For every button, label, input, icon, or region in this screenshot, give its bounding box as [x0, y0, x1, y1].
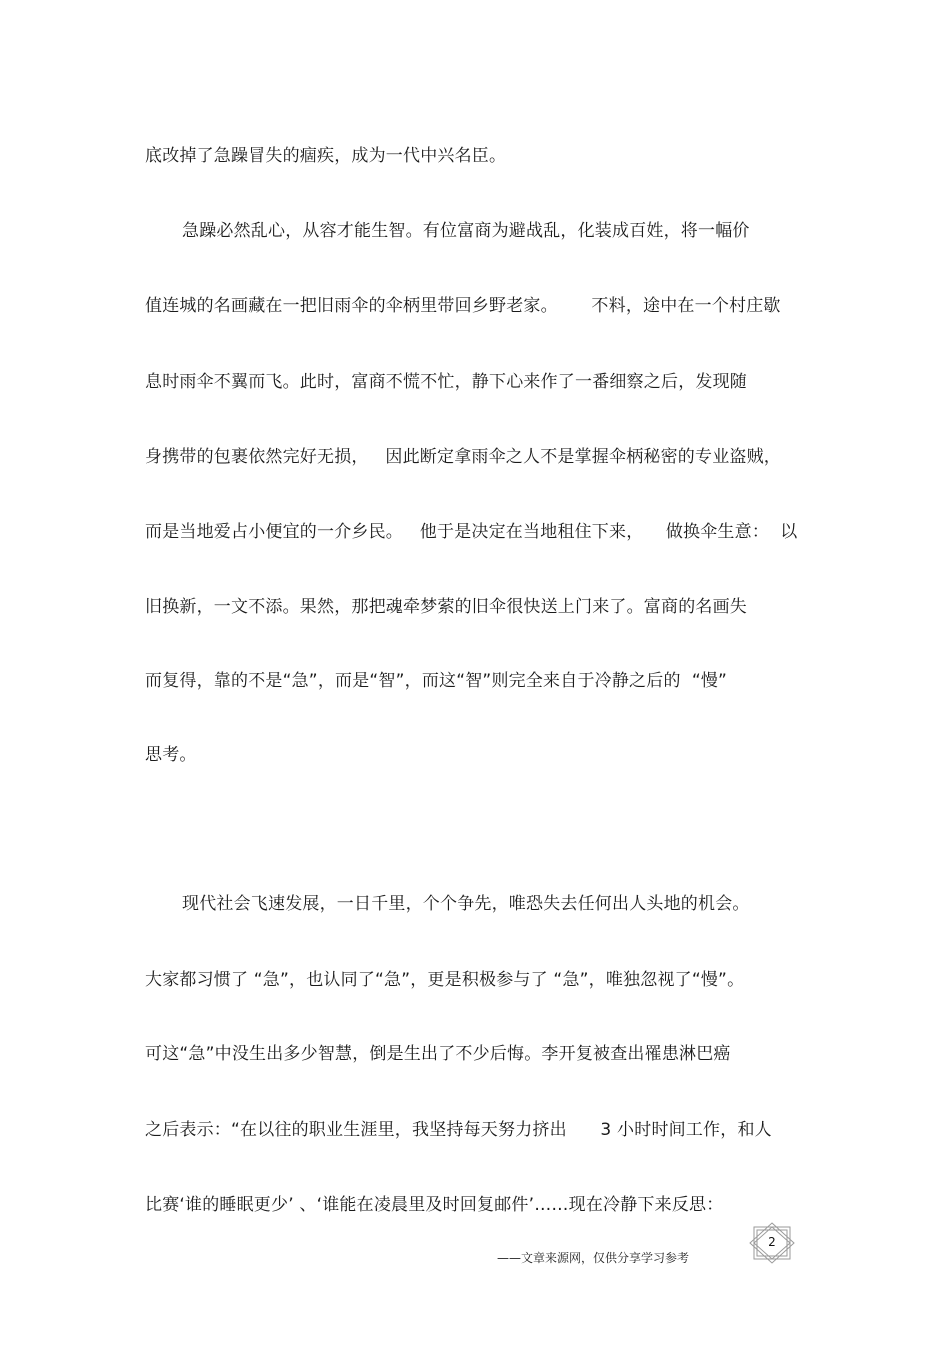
text-line: 值连城的名画藏在一把旧雨伞的伞柄里带回乡野老家。 不料，途中在一个村庄歇 — [145, 296, 781, 316]
text-line: 大家都习惯了 “急”，也认同了“急”，更是积极参与了 “急”，唯独忽视了“慢”。 — [145, 970, 745, 990]
text-line: 身携带的包裹依然完好无损， 因此断定拿雨伞之人不是掌握伞柄秘密的专业盗贼， — [145, 447, 782, 467]
text-line: 比赛‘谁的睡眠更少’ 、‘谁能在凌晨里及时回复邮件’……现在冷静下来反思： — [145, 1195, 724, 1215]
page-number-badge — [748, 1222, 796, 1264]
text-line: 现代社会飞速发展，一日千里，个个争先，唯恐失去任何出人头地的机会。 — [182, 894, 750, 914]
page-number: 2 — [768, 1235, 776, 1249]
text-line: 而是当地爱占小便宜的一介乡民。 他于是决定在当地租住下来， 做换伞生意： 以 — [145, 522, 798, 542]
text-line: 急躁必然乱心，从容才能生智。有位富商为避战乱，化装成百姓，将一幅价 — [182, 221, 750, 241]
text-line: 旧换新，一文不添。果然，那把魂牵梦萦的旧伞很快送上门来了。富商的名画失 — [145, 597, 747, 617]
text-line: 息时雨伞不翼而飞。此时，富商不慌不忙，静下心来作了一番细察之后，发现随 — [145, 372, 747, 392]
text-line: 而复得，靠的不是“急”，而是“智”，而这“智”则完全来自于冷静之后的 “慢” — [145, 671, 728, 691]
text-line: 之后表示：“在以往的职业生涯里，我坚持每天努力挤出 3 小时时间工作，和人 — [145, 1120, 772, 1140]
text-line: 思考。 — [145, 745, 197, 765]
text-line: 可这“急”中没生出多少智慧，倒是生出了不少后悔。李开复被查出罹患淋巴癌 — [145, 1044, 731, 1064]
text-line: 底改掉了急躁冒失的痼疾，成为一代中兴名臣。 — [145, 146, 507, 166]
footer-source-note: ——文章来源网，仅供分享学习参考 — [497, 1251, 690, 1265]
